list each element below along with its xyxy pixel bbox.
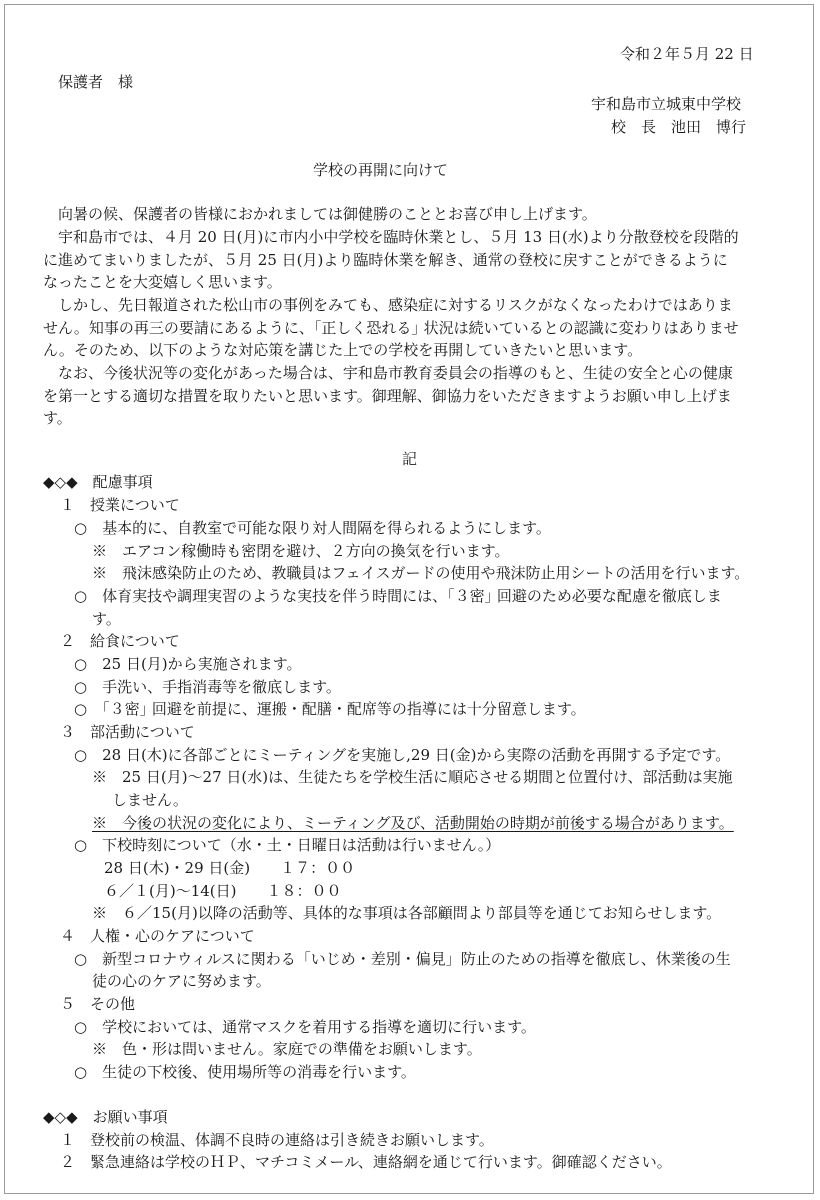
note-item: ※ ６／15(月)以降の活動等、具体的な事項は各部顧問より部員等を通じてお知らせします。: [92, 904, 722, 922]
list-item: ○ 生徒の下校後、使用場所等の消毒を行います。: [74, 1063, 416, 1081]
note-item: ※ 25 日(月)～27 日(水)は、生徒たちを学校生活に順応させる期間と位置付け、部活動は実施: [92, 768, 733, 786]
list-item: ○ 下校時刻について（水・土・日曜日は活動は行いません。）: [74, 836, 501, 854]
intro-line: なったことを大変嬉しく思います。: [43, 273, 282, 291]
ki-marker: 記: [402, 450, 418, 468]
note-item: ※ エアコン稼働時も密閉を避け、２方向の換気を行います。: [92, 542, 510, 560]
intro-line: なお、今後状況等の変化があった場合は、宇和島市教育委員会の指導のもと、生徒の安全と心の健康: [58, 364, 733, 382]
intro-line: す。: [43, 409, 72, 427]
document-title: 学校の再開に向けて: [313, 161, 449, 179]
subsection-heading: ５ その他: [60, 995, 136, 1013]
subsection-heading: １ 授業について: [60, 496, 180, 514]
list-item: ○ 25 日(月)から実施されます。: [74, 655, 302, 673]
document-date: 令和２年５月 22 日: [620, 45, 754, 63]
request-item: １ 登校前の検温、体調不良時の連絡は引き続きお願いします。: [60, 1131, 494, 1149]
intro-line: に進めてまいりましたが、５月 25 日(月)より臨時休業を解き、通常の登校に戻すことができるように: [43, 251, 728, 269]
school-name: 宇和島市立城東中学校: [591, 95, 742, 113]
recipient: 保護者 様: [58, 73, 134, 91]
list-item: ○ 28 日(木)に各部ごとにミーティングを実施し,29 日(金)から実際の活動を再開する予定です。: [74, 746, 731, 764]
intro-line: ん。そのため、以下のような対応策を講じた上での学校を再開していきたいと思います。: [43, 341, 643, 359]
note-item-underlined: ※ 今後の状況の変化により、ミーティング及び、活動開始の時期が前後する場合があります。: [92, 814, 734, 832]
section-heading: ◆◇◆ お願い事項: [43, 1108, 168, 1126]
list-item-continued: 徒の心のケアに努めます。: [92, 972, 271, 990]
intro-line: 宇和島市では、４月 20 日(月)に市内小中学校を臨時休業とし、５月 13 日(水)より分散登校を段階的: [58, 228, 739, 246]
list-item: ○ 手洗い、手指消毒等を徹底します。: [74, 678, 341, 696]
intro-line: しかし、先日報道された松山市の事例をみても、感染症に対するリスクがなくなったわけではありま: [58, 296, 733, 314]
intro-line: せん。知事の再三の要請にあるように、｢正しく恐れる｣ 状況は続いているとの認識に変わりはありませ: [43, 319, 739, 337]
list-item: ○ 体育実技や調理実習のような実技を伴う時間には、｢３密｣ 回避のため必要な配慮を徹底しま: [74, 587, 722, 605]
intro-line: 向暑の候、保護者の皆様におかれましては御健勝のこととお喜び申し上げます。: [58, 205, 597, 223]
note-item: ※ 色・形は問いません。家庭での準備をお願いします。: [92, 1040, 482, 1058]
section-heading: ◆◇◆ 配慮事項: [43, 473, 153, 491]
principal-name: 校 長 池田 博行: [611, 118, 747, 136]
schedule-line: 28 日(木)・29 日(金) １７：００: [104, 859, 356, 877]
subsection-heading: ４ 人権・心のケアについて: [60, 927, 255, 945]
list-item: ○ 新型コロナウィルスに関わる「いじめ・差別・偏見」防止のための指導を徹底し、休業後の生: [74, 950, 731, 968]
note-item-continued: しません。: [112, 791, 188, 809]
note-item: ※ 飛沫感染防止のため、教職員はフェイスガードの使用や飛沫防止用シートの活用を行います。: [92, 564, 750, 582]
subsection-heading: ２ 給食について: [60, 632, 180, 650]
list-item: ○ 基本的に、自教室で可能な限り対人間隔を得られるようにします。: [74, 519, 551, 537]
list-item: ○ ｢３密｣ 回避を前提に、運搬・配膳・配席等の指導には十分留意します。: [74, 700, 586, 718]
list-item: ○ 学校においては、通常マスクを着用する指導を適切に行います。: [74, 1018, 536, 1036]
request-item: ２ 緊急連絡は学校のＨＰ、マチコミメール、連絡網を通じて行います。御確認ください。: [60, 1153, 672, 1171]
list-item-continued: す。: [92, 610, 121, 628]
schedule-line: ６／１(月)～14(日) １８：００: [104, 882, 342, 900]
subsection-heading: ３ 部活動について: [60, 723, 195, 741]
intro-line: を第一とする適切な措置を取りたいと思います。御理解、御協力をいただきますようお願い申し上げま: [43, 387, 732, 405]
